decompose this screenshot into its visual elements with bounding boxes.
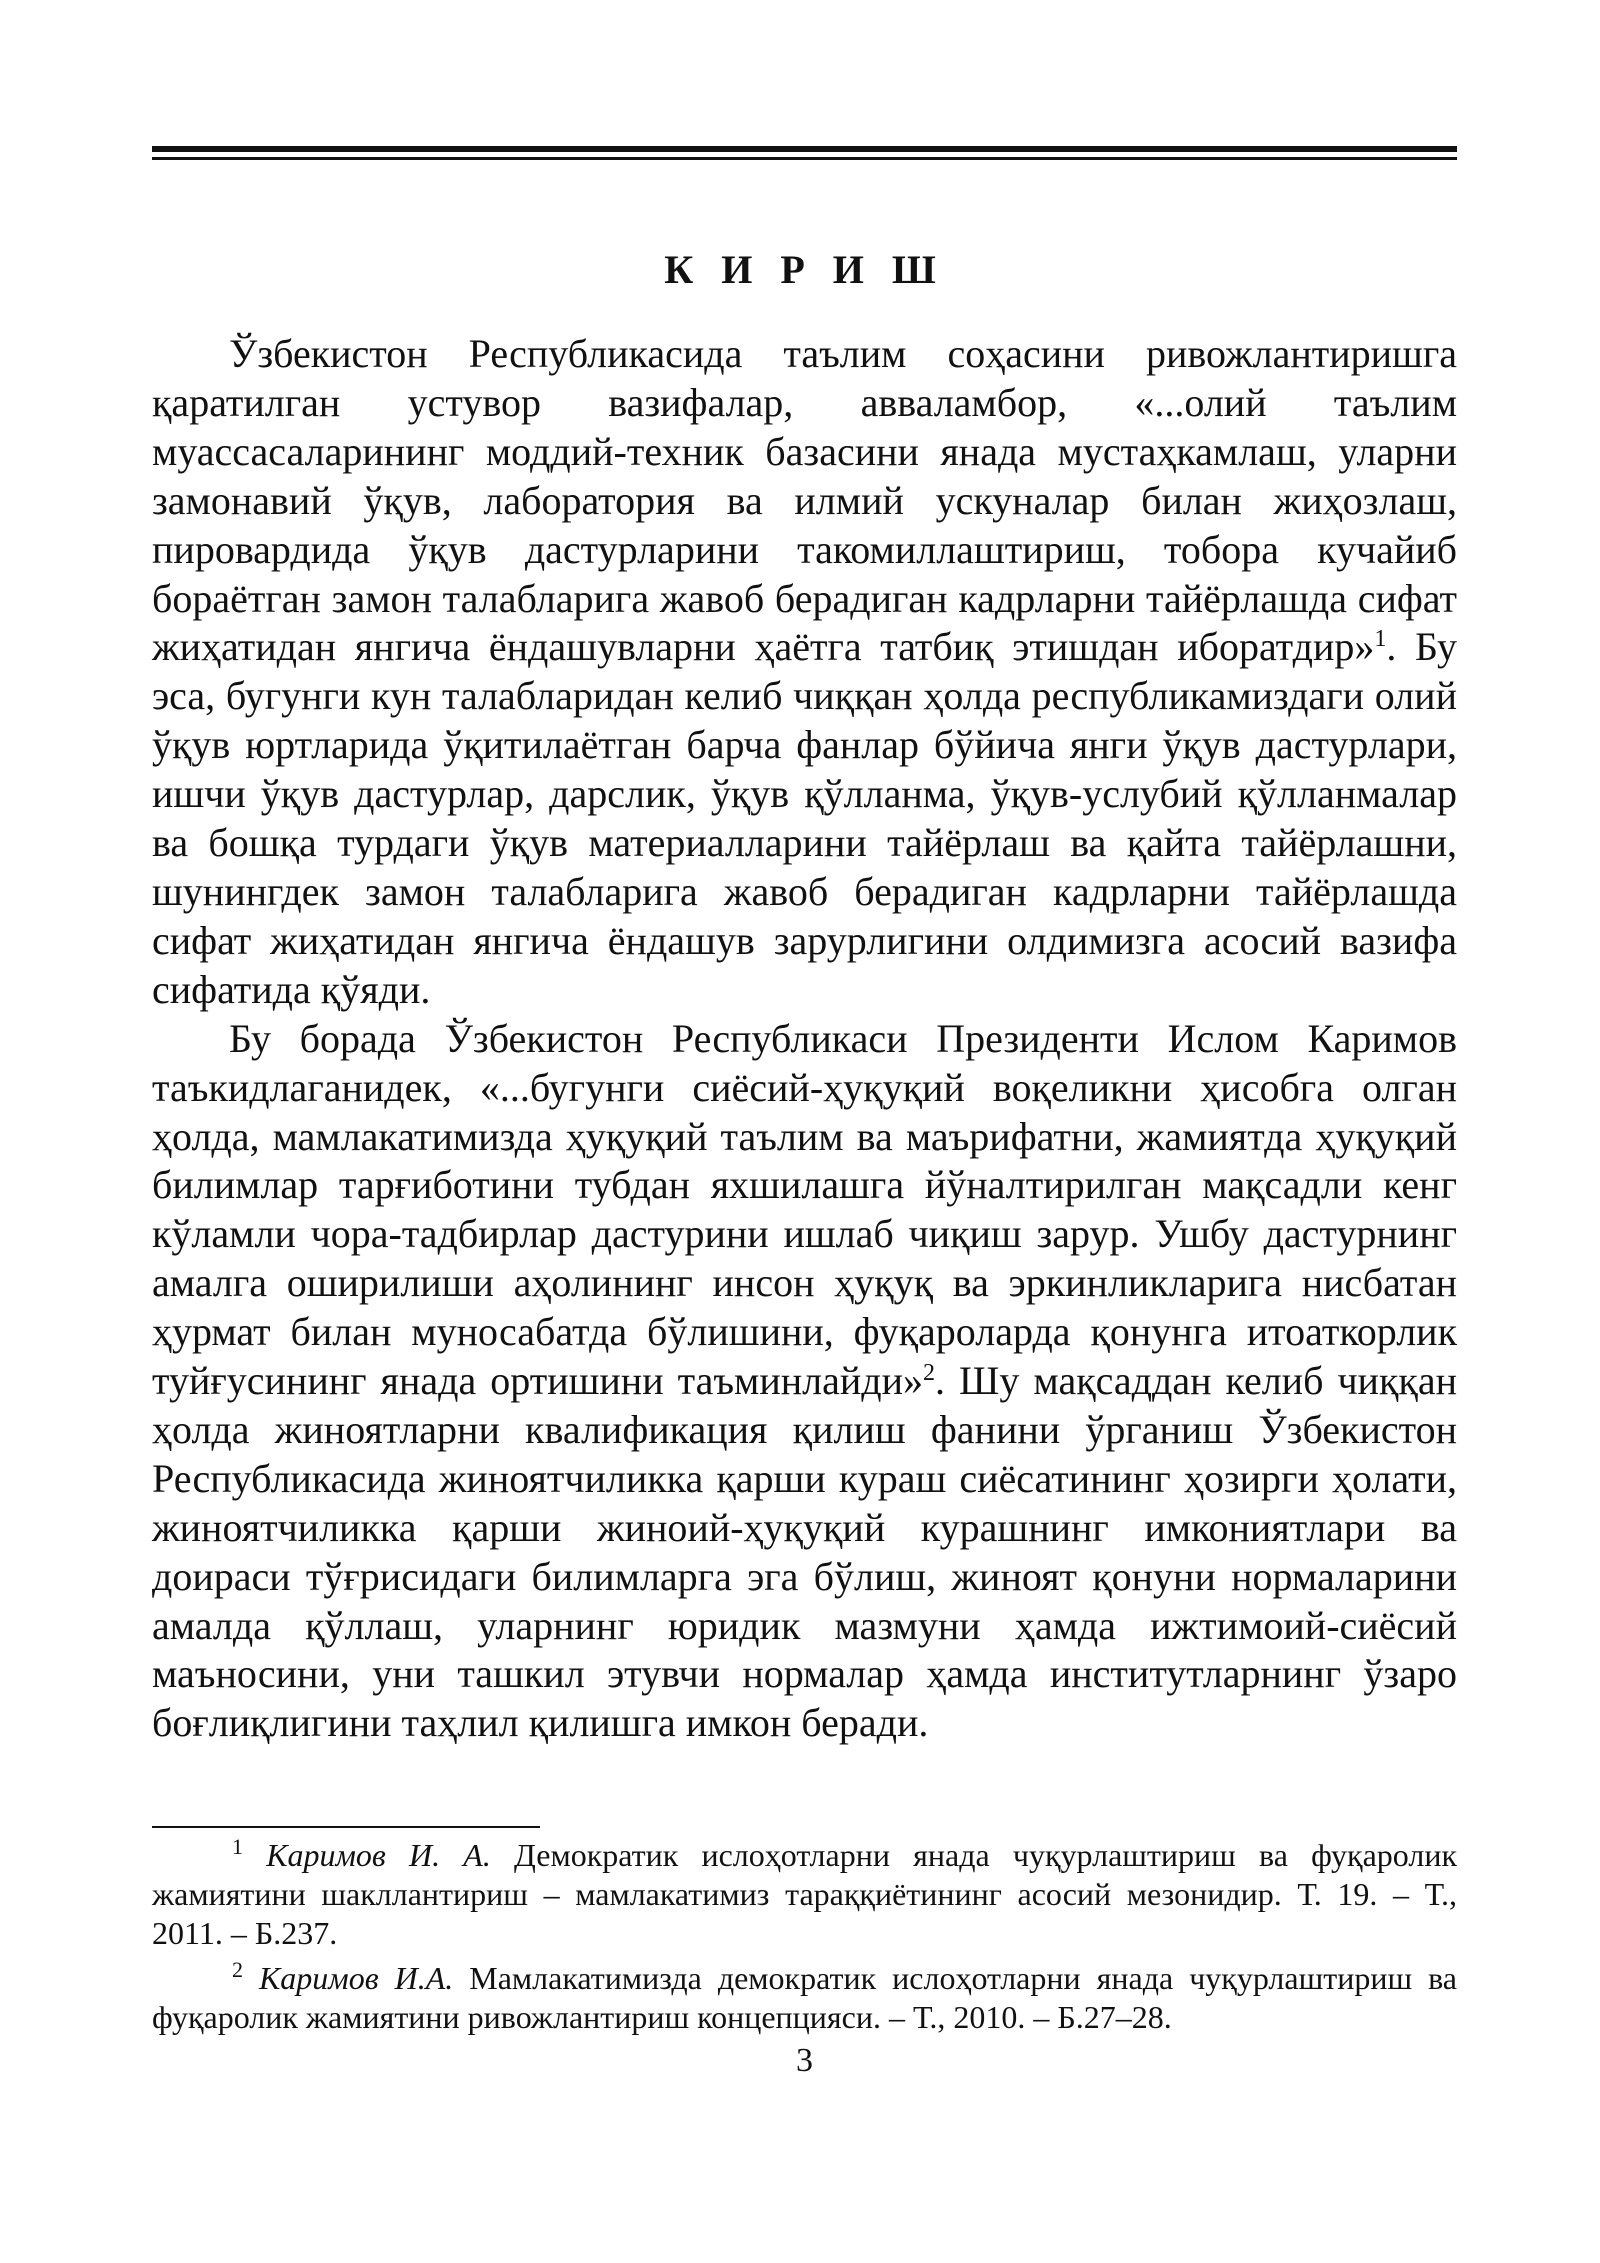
header-rule-thick [152, 146, 1457, 152]
paragraph-1 [152, 330, 1457, 1015]
section-title: К И Р И Ш [664, 247, 945, 292]
footnote-2-text: Мамлакатимизда демократик ислоҳотларни янада чуқурлаштириш ва фуқаролик жамиятини ривожлантириш концепцияси. – Т., 2010. – Б.27–28. [152, 1960, 1458, 2035]
footnote-1-author: Каримов И. А. [266, 1837, 491, 1873]
paragraph-2-text-a: Бу борада Ўзбекистон Республикаси Президенти Ислом Каримов таъкидлаганидек, «...бугунги сиёсий-ҳуқуқий воқеликни ҳисобга олган ҳолда, мамлакатимизда ҳуқуқий таълим ва маърифатни, жамиятда ҳуқуқий билимлар тарғиботини тубдан яхшилашга йўналтирилган мақсадли кенг кўламли чора-тадбирлар дастурини ишлаб чиқиш зарур. Ушбу дастурнинг амалга оширилиши аҳолининг инсон ҳуқуқ ва эркинликларига нисбатан ҳурмат билан муносабатда бўлишини, фуқароларда қонунга итоаткорлик туйғусининг янада ортишини таъминлайди» [152, 1015, 1457, 1404]
footnote-separator [152, 1826, 540, 1828]
body-text [152, 330, 1457, 1748]
footnotes [152, 1836, 1457, 2043]
footnote-1-marker: 1 [232, 1834, 243, 1859]
footnote-2-author: Каримов И.А. [259, 1960, 454, 1996]
header-rule-thin [152, 157, 1457, 160]
footnote-1-text: Демократик ислоҳотларни янада чуқурлаштириш ва фуқаролик жамиятини шакллантириш – мамлакатимиз тараққиётининг асосий мезонидир. Т. 19. – Т., 2011. – Б.237. [152, 1837, 1458, 1951]
footnote-2 [152, 1959, 1457, 2037]
footnote-ref-2: 2 [923, 1360, 936, 1387]
footnote-ref-1: 1 [1374, 626, 1387, 653]
paragraph-1-text-a: Ўзбекистон Республикасида таълим соҳасини ривожлантиришга қаратилган устувор вазифалар, авваламбор, «...олий таълим муассасаларининг моддий-техник базасини янада мустаҳкамлаш, уларни замонавий ўқув, лаборатория ва илмий ускуналар билан жиҳозлаш, пировардида ўқув дастурларини такомиллаштириш, тобора кучайиб бораётган замон талабларига жавоб берадиган кадрларни тайёрлашда сифат жиҳатидан янгича ёндашувларни ҳаётга татбиқ этишдан иборатдир» [152, 331, 1457, 670]
footnote-1 [152, 1836, 1457, 1953]
page-number: 3 [796, 2042, 813, 2079]
paragraph-2-text-b: . Шу мақсаддан келиб чиққан ҳолда жиноятларни квалификация қилиш фанини ўрганиш Ўзбекистон Республикасида жиноятчиликка қарши кураш сиёсатининг ҳозирги ҳолати, жиноятчиликка қарши жиноий-ҳуқуқий курашнинг имкониятлари ва доираси тўғрисидаги билимларга эга бўлиш, жиноят қонуни нормаларини амалда қўллаш, уларнинг юридик мазмуни ҳамда ижтимоий-сиёсий маъносини, уни ташкил этувчи нормалар ҳамда институтларнинг ўзаро боғлиқлигини таҳлил қилишга имкон беради. [152, 1358, 1457, 1746]
footnote-2-marker: 2 [232, 1957, 243, 1982]
paragraph-2 [152, 1015, 1457, 1749]
paragraph-1-text-b: . Бу эса, бугунги кун талабларидан келиб чиққан ҳолда республикамиздаги олий ўқув юртларида ўқитилаётган барча фанлар бўйича янги ўқув дастурлари, ишчи ўқув дастурлар, дарслик, ўқув қўлланма, ўқув-услубий қўлланмалар ва бошқа турдаги ўқув материалларини тайёрлаш ва қайта тайёрлашни, шунингдек замон талабларига жавоб берадиган кадрларни тайёрлашда сифат жиҳатидан янгича ёндашув зарурлигини олдимизга асосий вазифа сифатида қўяди. [152, 624, 1457, 1012]
